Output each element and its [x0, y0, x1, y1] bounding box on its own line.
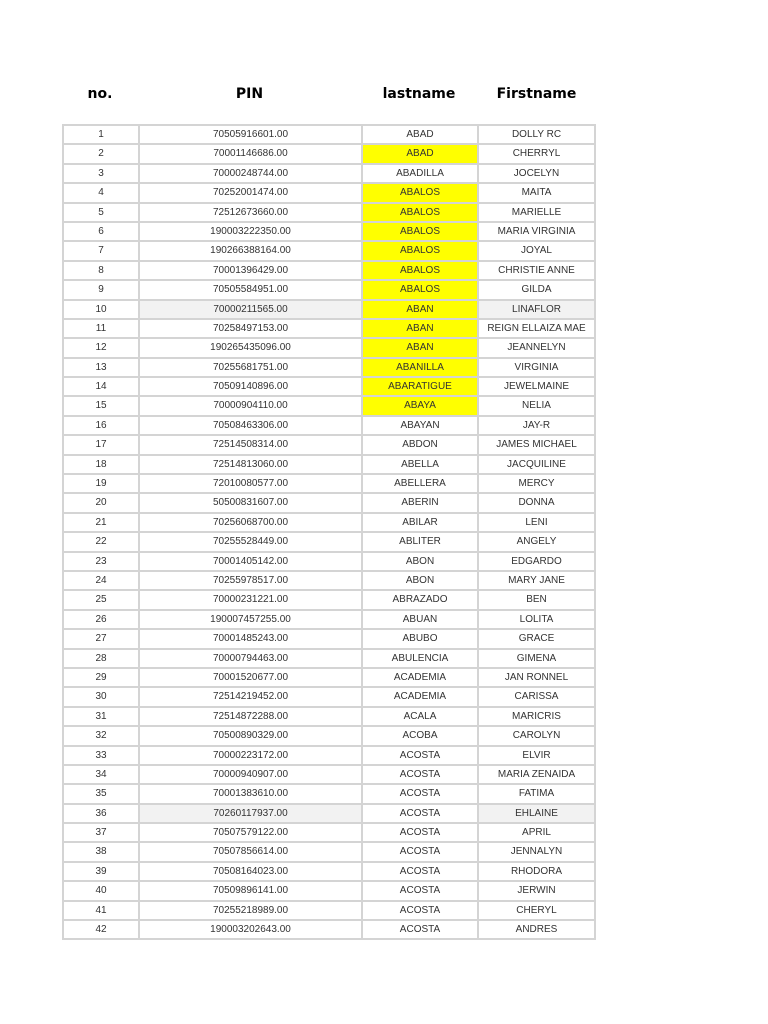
cell-pin: 70507856614.00: [140, 843, 363, 860]
cell-pin: 72514872288.00: [140, 708, 363, 725]
cell-no: 2: [64, 145, 140, 162]
cell-lastname: ABLITER: [363, 533, 479, 550]
cell-firstname: GRACE: [518, 633, 555, 645]
cell-pin: 70508164023.00: [140, 863, 363, 880]
cell-lastname: ABAN: [363, 339, 479, 356]
cell-no: 6: [64, 223, 140, 240]
cell-no: 12: [64, 339, 140, 356]
table-row: [64, 184, 594, 203]
cell-lastname: ACOSTA: [363, 902, 479, 919]
cell-firstname: CARISSA: [514, 691, 559, 703]
cell-pin: 50500831607.00: [140, 494, 363, 511]
cell-lastname: ABULENCIA: [363, 650, 479, 667]
cell-lastname: ABAYAN: [363, 417, 479, 434]
cell-firstname: NELIA: [522, 400, 551, 412]
cell-lastname: ABANILLA: [363, 359, 479, 376]
cell-pin: 70255681751.00: [140, 359, 363, 376]
cell-pin: 70255528449.00: [140, 533, 363, 550]
cell-lastname: ABUAN: [363, 611, 479, 628]
table-row: [64, 824, 594, 843]
records-table: [62, 124, 596, 940]
cell-firstname: LOLITA: [519, 613, 554, 625]
cell-lastname: ACOSTA: [363, 843, 479, 860]
cell-lastname: ACOSTA: [363, 921, 479, 938]
table-row: [64, 397, 594, 416]
table-row: [64, 669, 594, 688]
table-row: [64, 223, 594, 242]
table-row: [64, 805, 594, 824]
cell-no: 37: [64, 824, 140, 841]
cell-no: 26: [64, 611, 140, 628]
cell-pin: 190007457255.00: [140, 611, 363, 628]
cell-pin: 70001383610.00: [140, 785, 363, 802]
cell-firstname: MARIA VIRGINIA: [497, 225, 576, 237]
cell-firstname: APRIL: [522, 827, 551, 839]
cell-no: 10: [64, 301, 140, 318]
table-row: [64, 262, 594, 281]
table-row: [64, 126, 594, 145]
cell-pin: 70001405142.00: [140, 553, 363, 570]
cell-no: 23: [64, 553, 140, 570]
cell-pin: 70001485243.00: [140, 630, 363, 647]
cell-no: 13: [64, 359, 140, 376]
table-row: [64, 727, 594, 746]
table-row: [64, 785, 594, 804]
table-row: [64, 281, 594, 300]
cell-no: 8: [64, 262, 140, 279]
cell-lastname: ABALOS: [363, 262, 479, 279]
cell-lastname: ABUBO: [363, 630, 479, 647]
table-row: [64, 843, 594, 862]
cell-pin: 70255218989.00: [140, 902, 363, 919]
header-no: no.: [87, 86, 113, 102]
cell-firstname: JOCELYN: [513, 167, 560, 179]
cell-no: 1: [64, 126, 140, 143]
cell-pin: 72514219452.00: [140, 688, 363, 705]
table-row: [64, 747, 594, 766]
cell-lastname: ABADILLA: [363, 165, 479, 182]
cell-firstname: EHLAINE: [479, 805, 594, 822]
cell-no: 9: [64, 281, 140, 298]
cell-no: 11: [64, 320, 140, 337]
cell-lastname: ABAD: [363, 126, 479, 143]
cell-firstname: JENNALYN: [510, 846, 563, 858]
cell-firstname: ANDRES: [515, 924, 558, 936]
cell-lastname: ABERIN: [363, 494, 479, 511]
cell-pin: 190003222350.00: [140, 223, 363, 240]
cell-lastname: ABILAR: [363, 514, 479, 531]
cell-lastname: ACOBA: [363, 727, 479, 744]
cell-no: 14: [64, 378, 140, 395]
cell-firstname: RHODORA: [510, 865, 563, 877]
cell-no: 41: [64, 902, 140, 919]
cell-firstname: MARIA ZENAIDA: [497, 768, 576, 780]
table-row: [64, 378, 594, 397]
table-row: [64, 863, 594, 882]
cell-lastname: ABARATIGUE: [363, 378, 479, 395]
table-row: [64, 320, 594, 339]
cell-pin: 70508463306.00: [140, 417, 363, 434]
cell-firstname: JOYAL: [521, 245, 552, 257]
cell-pin: 72010080577.00: [140, 475, 363, 492]
table-row: [64, 436, 594, 455]
table-row: [64, 708, 594, 727]
table-row: [64, 650, 594, 669]
table-row: [64, 766, 594, 785]
cell-firstname: JAN RONNEL: [504, 671, 569, 683]
header-lastname: lastname: [382, 86, 456, 102]
cell-firstname: EDGARDO: [511, 555, 562, 567]
column-headers: [62, 86, 596, 108]
cell-firstname: GILDA: [521, 284, 552, 296]
cell-firstname: JEWELMAINE: [503, 381, 569, 393]
cell-no: 27: [64, 630, 140, 647]
cell-pin: 72512673660.00: [140, 204, 363, 221]
cell-no: 15: [64, 397, 140, 414]
cell-lastname: ABALOS: [363, 204, 479, 221]
table-row: [64, 514, 594, 533]
cell-no: 21: [64, 514, 140, 531]
table-row: [64, 591, 594, 610]
cell-pin: 70000248744.00: [140, 165, 363, 182]
cell-no: 28: [64, 650, 140, 667]
cell-no: 4: [64, 184, 140, 201]
cell-firstname: MARICRIS: [512, 710, 561, 722]
cell-lastname: ACOSTA: [363, 863, 479, 880]
cell-firstname: CHRISTIE ANNE: [498, 264, 575, 276]
cell-firstname: VIRGINIA: [514, 361, 559, 373]
cell-lastname: ABAD: [363, 145, 479, 162]
cell-pin: 72514813060.00: [140, 456, 363, 473]
cell-firstname: GIMENA: [516, 652, 557, 664]
table-row: [64, 204, 594, 223]
cell-firstname: JAMES MICHAEL: [496, 439, 577, 451]
cell-firstname: CHERYL: [516, 904, 557, 916]
cell-pin: 70255978517.00: [140, 572, 363, 589]
cell-lastname: ABELLA: [363, 456, 479, 473]
table-row: [64, 359, 594, 378]
table-row: [64, 475, 594, 494]
cell-lastname: ABDON: [363, 436, 479, 453]
table-row: [64, 339, 594, 358]
table-row: [64, 533, 594, 552]
cell-pin: 70252001474.00: [140, 184, 363, 201]
cell-lastname: ACALA: [363, 708, 479, 725]
cell-firstname: LINAFLOR: [479, 301, 594, 318]
cell-pin: 72514508314.00: [140, 436, 363, 453]
cell-pin: 70000231221.00: [140, 591, 363, 608]
cell-pin: 70000223172.00: [140, 747, 363, 764]
cell-lastname: ABON: [363, 553, 479, 570]
cell-pin: 70509140896.00: [140, 378, 363, 395]
cell-lastname: ABAN: [363, 320, 479, 337]
cell-lastname: ACOSTA: [363, 805, 479, 822]
cell-firstname: DOLLY RC: [511, 129, 562, 140]
cell-no: 34: [64, 766, 140, 783]
cell-firstname: FATIMA: [518, 788, 555, 800]
cell-lastname: ACOSTA: [363, 785, 479, 802]
cell-pin: 70001520677.00: [140, 669, 363, 686]
table-row: [64, 456, 594, 475]
cell-no: 38: [64, 843, 140, 860]
cell-lastname: ABALOS: [363, 223, 479, 240]
cell-lastname: ABALOS: [363, 242, 479, 259]
cell-firstname: JERWIN: [517, 885, 556, 897]
cell-no: 17: [64, 436, 140, 453]
cell-lastname: ABELLERA: [363, 475, 479, 492]
cell-no: 33: [64, 747, 140, 764]
cell-no: 29: [64, 669, 140, 686]
cell-lastname: ABAN: [363, 301, 479, 318]
table-row: [64, 301, 594, 320]
cell-no: 35: [64, 785, 140, 802]
cell-no: 39: [64, 863, 140, 880]
cell-firstname: LENI: [525, 516, 548, 528]
table-row: [64, 494, 594, 513]
cell-pin: 70000211565.00: [140, 301, 363, 318]
cell-no: 19: [64, 475, 140, 492]
cell-no: 31: [64, 708, 140, 725]
cell-pin: 70256068700.00: [140, 514, 363, 531]
cell-lastname: ACOSTA: [363, 747, 479, 764]
cell-pin: 70000940907.00: [140, 766, 363, 783]
cell-lastname: ABALOS: [363, 184, 479, 201]
cell-pin: 70505916601.00: [140, 126, 363, 143]
cell-firstname: JACQUILINE: [507, 458, 566, 470]
cell-lastname: ACOSTA: [363, 824, 479, 841]
cell-no: 25: [64, 591, 140, 608]
cell-firstname: JEANNELYN: [507, 342, 566, 354]
cell-pin: 70260117937.00: [140, 805, 363, 822]
cell-pin: 70505584951.00: [140, 281, 363, 298]
cell-no: 16: [64, 417, 140, 434]
cell-firstname: ANGELY: [516, 536, 557, 548]
cell-firstname: ELVIR: [522, 749, 551, 761]
cell-pin: 70509896141.00: [140, 882, 363, 899]
table-row: [64, 611, 594, 630]
cell-lastname: ABALOS: [363, 281, 479, 298]
cell-lastname: ABRAZADO: [363, 591, 479, 608]
cell-pin: 70001396429.00: [140, 262, 363, 279]
cell-no: 22: [64, 533, 140, 550]
table-row: [64, 165, 594, 184]
table-row: [64, 242, 594, 261]
cell-firstname: CAROLYN: [512, 730, 561, 742]
cell-no: 24: [64, 572, 140, 589]
cell-pin: 190266388164.00: [140, 242, 363, 259]
table-row: [64, 553, 594, 572]
table-row: [64, 902, 594, 921]
cell-no: 7: [64, 242, 140, 259]
header-firstname: Firstname: [496, 86, 577, 102]
table-row: [64, 630, 594, 649]
cell-firstname: MARIELLE: [511, 206, 562, 218]
cell-pin: 70000794463.00: [140, 650, 363, 667]
cell-pin: 70500890329.00: [140, 727, 363, 744]
cell-lastname: ACOSTA: [363, 766, 479, 783]
table-row: [64, 572, 594, 591]
table-row: [64, 882, 594, 901]
cell-firstname: MARY JANE: [508, 574, 565, 586]
header-pin: PIN: [235, 86, 264, 102]
table-row: [64, 145, 594, 164]
cell-lastname: ABON: [363, 572, 479, 589]
cell-no: 20: [64, 494, 140, 511]
cell-no: 36: [64, 805, 140, 822]
cell-no: 32: [64, 727, 140, 744]
cell-pin: 190003202643.00: [140, 921, 363, 938]
table-row: [64, 417, 594, 436]
cell-firstname: DONNA: [518, 497, 555, 509]
table-row: [64, 688, 594, 707]
cell-firstname: BEN: [526, 594, 547, 606]
cell-no: 18: [64, 456, 140, 473]
cell-lastname: ACADEMIA: [363, 688, 479, 705]
cell-pin: 70000904110.00: [140, 397, 363, 414]
cell-pin: 70507579122.00: [140, 824, 363, 841]
cell-pin: 70001146686.00: [140, 145, 363, 162]
cell-no: 5: [64, 204, 140, 221]
cell-lastname: ABAYA: [363, 397, 479, 414]
cell-no: 40: [64, 882, 140, 899]
cell-firstname: MERCY: [518, 478, 555, 490]
table-row: [64, 921, 594, 940]
cell-firstname: CHERRYL: [512, 148, 561, 160]
cell-firstname: JAY-R: [522, 419, 551, 431]
cell-no: 3: [64, 165, 140, 182]
cell-no: 30: [64, 688, 140, 705]
cell-pin: 190265435096.00: [140, 339, 363, 356]
cell-pin: 70258497153.00: [140, 320, 363, 337]
cell-firstname: REIGN ELLAIZA MAE: [487, 322, 586, 334]
cell-lastname: ACADEMIA: [363, 669, 479, 686]
cell-no: 42: [64, 921, 140, 938]
cell-lastname: ACOSTA: [363, 882, 479, 899]
cell-firstname: MAITA: [521, 187, 552, 199]
